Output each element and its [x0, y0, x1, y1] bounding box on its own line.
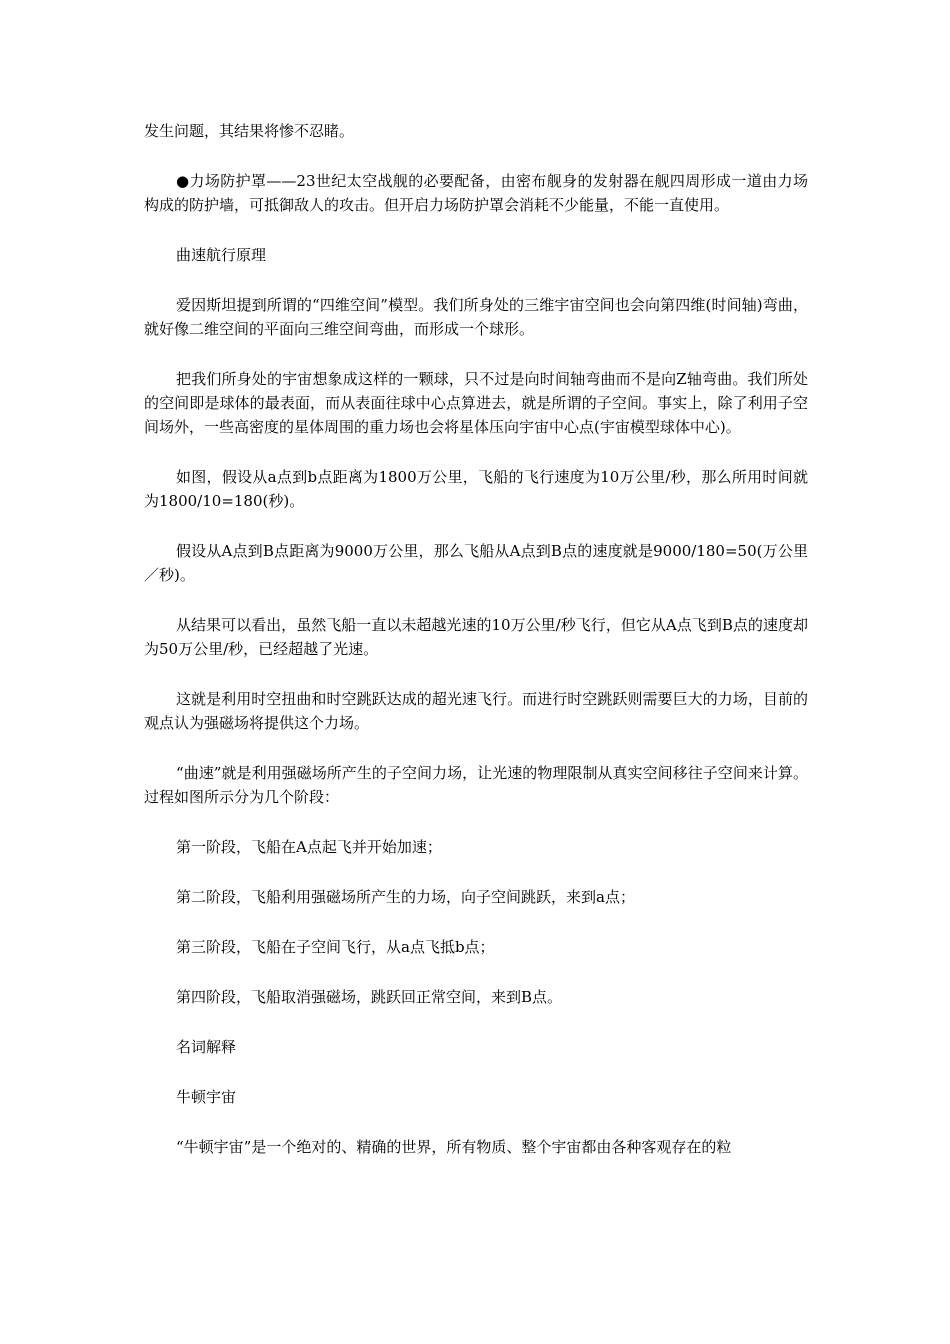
glossary-term-newton-universe: 牛顿宇宙 — [176, 1088, 237, 1106]
section-heading-glossary: 名词解释 — [176, 1038, 237, 1056]
paragraph-four-dimensional-space: 爱因斯坦提到所谓的“四维空间”模型。我们所身处的三维宇宙空间也会向第四维(时间轴)弯曲，就好像二维空间的平面向三维空间弯曲，而形成一个球形。 — [144, 296, 808, 338]
stage-3: 第三阶段，飞船在子空间飞行，从a点飞抵b点； — [176, 938, 495, 956]
stage-4: 第四阶段，飞船取消强磁场，跳跃回正常空间，来到B点。 — [176, 988, 563, 1006]
paragraph-1: 发生问题，其结果将惨不忍睹。 — [144, 122, 355, 140]
document-body — [144, 119, 808, 1185]
section-heading-warp-principle: 曲速航行原理 — [176, 246, 267, 264]
paragraph-example-speed: 假设从A点到B点距离为9000万公里，那么飞船从A点到B点的速度就是9000/180=50(万公里／秒)。 — [144, 542, 808, 584]
paragraph-force-field: ●力场防护罩——23世纪太空战舰的必要配备，由密布舰身的发射器在舰四周形成一道由力场构成的防护墙，可抵御敌人的攻击。但开启力场防护罩会消耗不少能量，不能一直使用。 — [144, 172, 808, 214]
paragraph-newton-universe: “牛顿宇宙”是一个绝对的、精确的世界，所有物质、整个宇宙都由各种客观存在的粒 — [176, 1138, 732, 1156]
paragraph-ftl-explanation: 这就是利用时空扭曲和时空跳跃达成的超光速飞行。而进行时空跳跃则需要巨大的力场，目前的观点认为强磁场将提供这个力场。 — [144, 690, 808, 732]
paragraph-result: 从结果可以看出，虽然飞船一直以未超越光速的10万公里/秒飞行，但它从A点飞到B点的速度却为50万公里/秒，已经超越了光速。 — [144, 616, 808, 658]
stage-1: 第一阶段，飞船在A点起飞并开始加速； — [176, 838, 442, 856]
paragraph-warp-definition: “曲速”就是利用强磁场所产生的子空间力场，让光速的物理限制从真实空间移往子空间来计算。过程如图所示分为几个阶段： — [144, 764, 808, 806]
stage-2: 第二阶段，飞船利用强磁场所产生的力场，向子空间跳跃，来到a点； — [176, 888, 635, 906]
paragraph-universe-sphere: 把我们所身处的宇宙想象成这样的一颗球，只不过是向时间轴弯曲而不是向Z轴弯曲。我们所处的空间即是球体的最表面，而从表面往球中心点算进去，就是所谓的子空间。事实上，除了利用子空间场外，一些高密度的星体周围的重力场也会将星体压向宇宙中心点(宇宙模型球体中心)。 — [144, 370, 808, 436]
paragraph-example-a-to-b: 如图，假设从a点到b点距离为1800万公里，飞船的飞行速度为10万公里/秒，那么所用时间就为1800/10=180(秒)。 — [144, 468, 808, 510]
